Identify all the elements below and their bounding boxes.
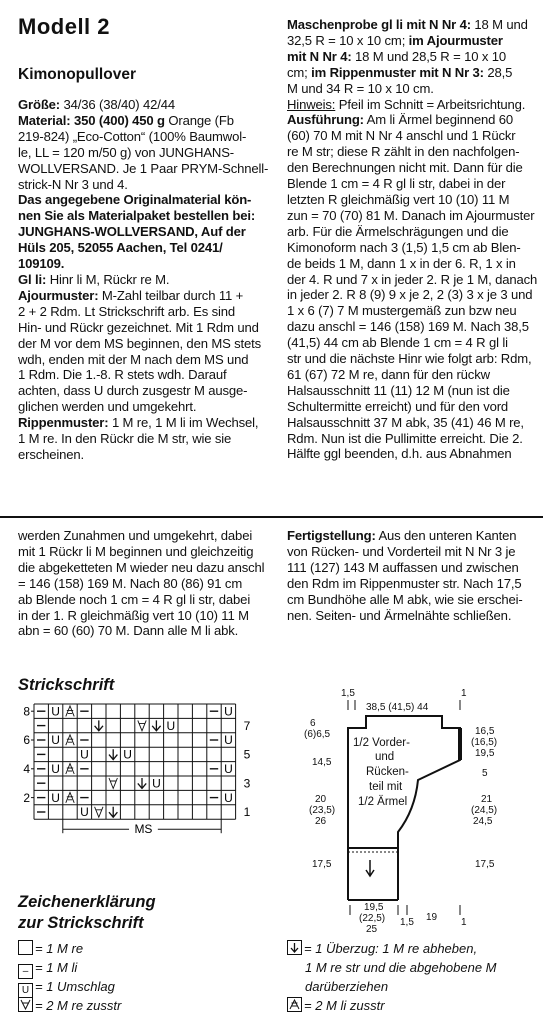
page-title: Modell 2 (18, 14, 111, 39)
yarn-over-icon: U (166, 718, 176, 733)
execution-line: der 4. R und 7 x in jeder 2. R je 1 M, danach (287, 271, 538, 287)
gauge-value: 28,5 (483, 64, 513, 80)
dim-label: 17,5 (312, 859, 332, 870)
svg-text:Rücken-: Rücken- (366, 766, 409, 778)
legend-item-yarn-over: U = 1 Umschlag (18, 978, 115, 998)
execution-line: in jeder 2. R 8 (9) 9 x je 2, 2 (3) 3 x je 3 und (287, 287, 533, 303)
execution-line: letzten R gleichmäßig vert 10 (10) 11 M (287, 191, 510, 207)
p2tog-symbol-icon (287, 997, 302, 1012)
finishing-value: Aus den unteren Kanten (375, 528, 517, 543)
dim-label: 19,5 (475, 748, 495, 759)
row-number: 4 (23, 762, 30, 776)
ajour-line: 1 Rdm. Die 1.-8. R stets wdh. Darauf (18, 367, 227, 383)
execution-value: Am li Ärmel beginnend 60 (363, 112, 514, 128)
k2tog-symbol-icon (18, 997, 33, 1012)
hint-label: Hinweis: (287, 96, 336, 112)
continuation-line: die abgeketteten M wieder neu dazu anschl (18, 559, 265, 575)
yarn-over-icon: U (224, 790, 233, 805)
legend-item-p2tog: = 2 M li zusstr (287, 997, 385, 1015)
order-note-line: Hüls 205, 52055 Aachen, Tel 0241/ (18, 240, 223, 256)
legend-item-skpo: = 1 Überzug: 1 M re abheben, (287, 940, 477, 958)
dim-label: 25 (366, 924, 378, 935)
svg-text:1/2 Vorder-: 1/2 Vorder- (353, 737, 410, 749)
ajour-line: der M vor dem MS beginnen, den MS stets (18, 335, 262, 351)
dim-label: (6)6,5 (304, 729, 331, 740)
legend-skpo-cont: darüberziehen (305, 979, 389, 994)
material-line: 219-824) „Eco-Cotton“ (100% Baumwol- (18, 128, 247, 144)
yarn-over-icon: U (51, 733, 60, 748)
finishing-line: von Rücken- und Vorderteil mit N Nr 3 je (287, 543, 516, 559)
order-note-line: JUNGHANS-WOLLVERSAND, Auf der (18, 224, 246, 240)
execution-line: de beids 1 M, dann 1 x in der 6. R, 1 x in (287, 255, 516, 271)
gauge-label: im Rippenmuster mit N Nr 3: (311, 64, 484, 80)
size-label: Größe: (18, 97, 61, 112)
execution-line: den Berechnungen nicht mit. Dann für die (287, 160, 523, 176)
gauge-label: mit N Nr 4: (287, 48, 352, 64)
size-value: 34/36 (38/40) 42/44 (60, 97, 175, 112)
dim-label: 1 (461, 917, 467, 928)
dim-label: (16,5) (471, 737, 498, 748)
dim-label: (23,5) (309, 805, 336, 816)
yarn-over-icon: U (51, 762, 60, 776)
row-number: 8 (23, 704, 30, 719)
ajour-line: 2 + 2 Rdm. Lt Strickschrift arb. Es sind (18, 303, 236, 319)
purl-symbol-icon: – (18, 964, 33, 979)
p2tog-icon (66, 792, 74, 802)
knitting-chart (14, 700, 276, 872)
execution-line: re M str; diese R zählt in den nachfolgen- (287, 144, 520, 160)
rib-line: erscheinen. (18, 446, 85, 462)
dim-label: 19,5 (364, 902, 384, 913)
page-subtitle: Kimonopullover (18, 66, 136, 83)
execution-line: 61 (67) 72 M re, dann für den rückw (287, 366, 490, 382)
finishing-line: nen. Seiten- und Ärmelnähte schließen. (287, 607, 512, 623)
skpo-icon (95, 720, 103, 730)
section-divider (0, 516, 543, 518)
dim-label: 5 (482, 768, 488, 779)
finishing-line: cm Bundhöhe alle M abk, wie sie erschei- (287, 591, 523, 607)
row-number: 1 (243, 805, 251, 820)
yarn-over-icon: U (80, 747, 89, 762)
ajour-label: Ajourmuster: (18, 287, 99, 303)
continuation-line: abn = 60 (60) 70 M. Dann alle M li abk. (18, 623, 239, 639)
p2tog-icon (66, 735, 74, 745)
gauge-value: 18 M und 28,5 R = 10 x 10 (351, 48, 506, 64)
dim-label: 24,5 (473, 816, 493, 827)
schematic-labels (304, 688, 497, 935)
legend-subtitle: zur Strickschrift (18, 914, 144, 932)
material-label: Material: 350 (400) 450 g (18, 112, 165, 128)
order-note-line: Das angegebene Originalmaterial kön- (18, 192, 252, 208)
execution-line: str und die nächste Hinr wie folgt arb: Rdm, (287, 351, 532, 367)
finishing-line: den Rdm im Rippenmuster str. Nach 17,5 (287, 575, 522, 591)
dim-label: 1,5 (400, 917, 414, 928)
k2tog-icon (109, 778, 117, 788)
yarn-over-icon: U (224, 762, 233, 776)
row-number: 2 (23, 790, 30, 805)
continuation-line: mit 1 Rückr li M beginnen und gleichzeitig (18, 543, 254, 559)
dim-label: 26 (315, 816, 327, 827)
continuation-line: = 146 (158) 169 M. Nach 80 (86) 91 cm (18, 575, 243, 591)
stitch-label: Gl li: (18, 271, 47, 287)
knit-symbol-icon (18, 940, 33, 955)
yarn-over-icon: U (224, 733, 233, 748)
dim-label: 1 (461, 688, 467, 699)
k2tog-icon (95, 807, 103, 817)
p2tog-icon (66, 706, 74, 716)
execution-line: (41,5) 44 cm ab Blende 1 cm = 4 R gl li (287, 335, 508, 351)
hint-value: Pfeil im Schnitt = Arbeitsrichtung. (335, 96, 526, 112)
order-note-line: 109109. (18, 256, 65, 272)
dim-label: 6 (310, 718, 316, 729)
instructions-left-bottom (18, 528, 268, 639)
legend-skpo-cont: 1 M re str und die abgehobene M (305, 960, 497, 975)
gauge-label: Maschenprobe gl li mit N Nr 4: (287, 17, 471, 32)
execution-line: Halsausschnitt 11 (11) 12 M (nun ist die (287, 382, 510, 398)
svg-text:und: und (375, 751, 395, 763)
continuation-line: werden Zunahmen und umgekehrt, dabei (18, 528, 253, 543)
skpo-icon (138, 778, 146, 788)
material-line: strick-N Nr 3 und 4. (18, 176, 128, 192)
rib-label: Rippenmuster: (18, 415, 109, 431)
gauge-line: M und 34 R = 10 x 10 cm. (287, 80, 434, 96)
dim-label: (22,5) (359, 913, 386, 924)
dim-label: (24,5) (471, 805, 498, 816)
yarn-over-icon: U (224, 704, 233, 719)
dim-label: 1,5 (341, 688, 355, 699)
continuation-line: ab Blende noch 1 cm = 4 R gl li str, dabei (18, 591, 251, 607)
legend-title: Zeichenerklärung (18, 893, 156, 911)
execution-line: Kimonoform nach 3 (1,5) 1,5 cm ab Blen- (287, 239, 521, 255)
yarn-over-icon: U (123, 747, 132, 762)
row-number: 5 (243, 747, 251, 762)
skpo-symbol-icon (287, 940, 302, 955)
skpo-icon (109, 749, 117, 759)
svg-text:1/2 Ärmel: 1/2 Ärmel (358, 796, 408, 808)
yarn-over-icon: U (51, 704, 60, 719)
repeat-label: MS (134, 822, 153, 837)
execution-line: Schultermitte erreicht) und für den vord (287, 398, 509, 414)
instructions-right-bottom (287, 528, 532, 623)
row-number: 3 (243, 776, 251, 791)
instructions-left-top (18, 97, 268, 463)
yarn-over-icon: U (80, 805, 89, 820)
ajour-line: wdh, enden mit der M nach dem MS und (18, 351, 249, 367)
ajour-line: achten, dass U durch zusgestr M ausge- (18, 383, 248, 399)
order-note-line: nen Sie als Materialpaket bestellen bei: (18, 208, 256, 224)
row-number: 7 (243, 718, 251, 733)
execution-line: 1 x 6 (7) 7 M mustergemäß zun bzw neu (287, 303, 517, 319)
execution-line: (60) 70 M mit N Nr 4 anschl und 1 Rückr (287, 128, 516, 144)
yarn-over-icon: U (51, 790, 60, 805)
chart-title: Strickschrift (18, 676, 115, 694)
dim-label: 38,5 (41,5) 44 (366, 702, 429, 713)
rib-line: 1 M re. In den Rückr die M str, wie sie (18, 431, 232, 447)
dim-label: 16,5 (475, 726, 495, 737)
execution-line: Halsausschnitt 37 M abk, 35 (41) 46 M re, (287, 414, 524, 430)
rib-value: 1 M re, 1 M li im Wechsel, (108, 415, 259, 431)
row-number: 6 (23, 733, 30, 748)
yarn-over-icon: U (152, 776, 161, 791)
execution-line: arb. Für die Ärmelschrägungen und die (287, 223, 509, 239)
material-value: Orange (Fb (164, 112, 234, 128)
ajour-line: Hin- und Rückr gezeichnet. Mit 1 Rdm und (18, 319, 259, 335)
ajour-value: M-Zahl teilbar durch 11 + (98, 287, 244, 303)
p2tog-icon (66, 764, 74, 774)
dim-label: 19 (426, 912, 438, 923)
yarn-over-symbol-icon: U (18, 983, 33, 998)
finishing-label: Fertigstellung: (287, 528, 376, 543)
execution-label: Ausführung: (287, 112, 364, 128)
material-line: le, LL = 120 m/50 g) von JUNGHANS- (18, 144, 235, 160)
garment-schematic (300, 680, 520, 935)
k2tog-icon (138, 720, 146, 730)
schematic-piece-label (353, 737, 410, 808)
execution-line: Blende 1 cm = 4 R gl li str, dabei in der (287, 176, 506, 192)
gauge-value: 32,5 R = 10 x 10 cm; (287, 32, 409, 48)
ajour-line: glichen werden und umgekehrt. (18, 399, 197, 415)
schematic-outline (348, 716, 460, 848)
skpo-icon (152, 720, 160, 730)
stitch-value: Hinr li M, Rückr re M. (46, 271, 170, 287)
execution-line: dazu anschl = 146 (158) 169 M. Nach 38,5 (287, 319, 529, 335)
continuation-line: in der 1. R gleichmäßig vert 10 (10) 11 M (18, 607, 249, 623)
finishing-line: 111 (127) 143 M auffassen und zwischen (287, 559, 519, 575)
gauge-value: 18 M und (470, 17, 528, 32)
gauge-label: im Ajourmuster (408, 32, 503, 48)
dim-label: 20 (315, 794, 327, 805)
dim-label: 21 (481, 794, 493, 805)
skpo-icon (109, 807, 117, 817)
legend-item-k2tog: = 2 M re zusstr (18, 997, 121, 1015)
dim-label: 14,5 (312, 757, 332, 768)
legend-item-purl: – = 1 M li (18, 959, 77, 979)
arrow-down-icon (366, 860, 374, 876)
execution-line: zun = 70 (70) 81 M. Danach im Ajourmuster (287, 207, 535, 223)
instructions-right-top (287, 17, 538, 462)
execution-line: Hälfte ggl beenden, d.h. aus Abnahmen (287, 446, 512, 462)
execution-line: Rdm. Nun ist die Pullimitte erreicht. Die 2. (287, 430, 523, 446)
svg-text:teil mit: teil mit (369, 781, 403, 793)
legend-item-knit: = 1 M re (18, 940, 83, 958)
chart-grid (34, 704, 236, 819)
material-line: WOLLVERSAND. Je 1 Paar PRYM-Schnell- (18, 160, 269, 176)
dim-label: 17,5 (475, 859, 495, 870)
gauge-value: cm; (287, 64, 312, 80)
schematic-cuff (458, 728, 462, 760)
